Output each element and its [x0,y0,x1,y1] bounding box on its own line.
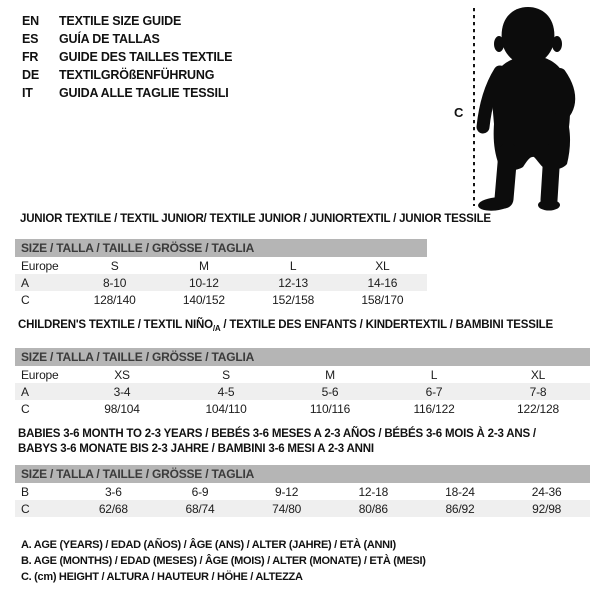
size-cell: 62/68 [98,501,128,516]
row-label: C [21,292,30,307]
children-size-table [15,348,590,417]
size-cell: 128/140 [93,292,136,307]
size-cell: 12-18 [358,484,389,499]
babies-table-title [18,427,536,457]
size-cell: 7-8 [529,384,547,399]
table-row [15,383,590,400]
table-row [15,274,427,291]
babies-title-line2: BABYS 3-6 MONATE BIS 2-3 JAHRE / BAMBINI 3-6 MESI A 2-3 ANNI [18,443,374,455]
children-table-title [18,318,553,336]
size-cell: 3-4 [113,384,131,399]
language-title-list [22,12,232,102]
size-cell: 104/110 [205,401,247,416]
size-cell: 18-24 [445,484,475,499]
language-code: IT [22,86,33,100]
language-row [22,66,232,84]
babies-title-line1: BABIES 3-6 MONTH TO 2-3 YEARS / BEBÉS 3-6 MESES A 2-3 AÑOS / BÉBÉS 3-6 MOIS À 2-3 ANS / [18,428,536,440]
size-cell: 152/158 [272,292,315,307]
size-cell: 8-10 [103,275,127,290]
table-row [15,400,590,417]
row-label: C [21,501,30,516]
footnote-a: A. AGE (YEARS) / EDAD (AÑOS) / ÂGE (ANS) / ALTER (JAHRE) / ETÀ (ANNI) [21,539,396,551]
size-cell: XL [375,258,390,273]
row-label: A [21,275,29,290]
size-cell: 6-9 [191,484,209,499]
size-cell: L [289,258,297,273]
height-measure-label: C [454,105,464,120]
size-cell: 110/116 [309,401,351,416]
size-cell: 5-6 [321,384,339,399]
row-label: A [21,384,29,399]
title-text: / TEXTILE DES ENFANTS / KINDERTEXTIL / BAMBINI TESSILE [220,319,553,331]
language-title: TEXTILGRÖßENFÜHRUNG [59,68,215,82]
table-row [15,483,590,500]
table-row [15,257,427,274]
language-row [22,30,232,48]
language-code: EN [22,14,39,28]
size-cell: 12-13 [278,275,308,290]
size-cell: XL [530,367,546,382]
size-cell: 140/152 [182,292,225,307]
row-label: B [21,484,29,499]
row-label: C [21,401,30,416]
size-cell: 6-7 [425,384,443,399]
table-row [15,500,590,517]
footnotes [21,537,426,585]
size-cell: 116/122 [413,401,455,416]
row-label: Europe [21,258,59,273]
language-code: DE [22,68,39,82]
language-title: GUÍA DE TALLAS [59,32,160,46]
size-cell: 80/86 [358,501,388,516]
language-title: GUIDE DES TAILLES TEXTILE [59,50,233,64]
size-header-bar: SIZE / TALLA / TAILLE / GRÖSSE / TAGLIA [15,239,427,257]
junior-table-title: JUNIOR TEXTILE / TEXTIL JUNIOR/ TEXTILE JUNIOR / JUNIORTEXTIL / JUNIOR TESSILE [20,213,491,225]
junior-size-table [15,239,427,308]
size-cell: XS [114,367,130,382]
toddler-figure [440,0,592,212]
size-cell: 3-6 [104,484,122,499]
footnote-b: B. AGE (MONTHS) / EDAD (MESES) / ÂGE (MOIS) / ALTER (MONATE) / ETÀ (MESI) [21,555,426,567]
size-cell: 14-16 [367,275,398,290]
size-cell: 122/128 [517,401,559,416]
row-label: Europe [21,367,59,382]
size-header-bar: SIZE / TALLA / TAILLE / GRÖSSE / TAGLIA [15,465,590,483]
size-cell: 10-12 [189,275,219,290]
size-cell: L [430,367,438,382]
size-cell: 24-36 [531,484,562,499]
size-header-bar: SIZE / TALLA / TAILLE / GRÖSSE / TAGLIA [15,348,590,366]
table-row [15,366,590,383]
size-cell: 92/98 [532,501,562,516]
language-code: ES [22,32,39,46]
size-cell: 68/74 [185,501,215,516]
size-cell: 98/104 [104,401,140,416]
language-row [22,48,232,66]
size-cell: 74/80 [272,501,302,516]
language-code: FR [22,50,39,64]
table-row [15,291,427,308]
language-row [22,84,232,102]
footnote-c: C. (cm) HEIGHT / ALTURA / HAUTEUR / HÖHE / ALTEZZA [21,571,303,583]
language-row [22,12,232,30]
size-cell: M [325,367,335,382]
size-cell: S [110,258,119,273]
babies-size-table [15,465,590,517]
size-cell: 4-5 [217,384,235,399]
title-subscript: /A [212,324,221,333]
title-text: CHILDREN'S TEXTILE / TEXTIL NIÑO [18,319,213,331]
size-cell: 9-12 [275,484,299,499]
language-title: TEXTILE SIZE GUIDE [59,14,182,28]
size-cell: M [198,258,209,273]
size-cell: 158/170 [361,292,404,307]
language-title: GUIDA ALLE TAGLIE TESSILI [59,86,229,100]
size-cell: S [222,367,230,382]
size-cell: 86/92 [445,501,475,516]
